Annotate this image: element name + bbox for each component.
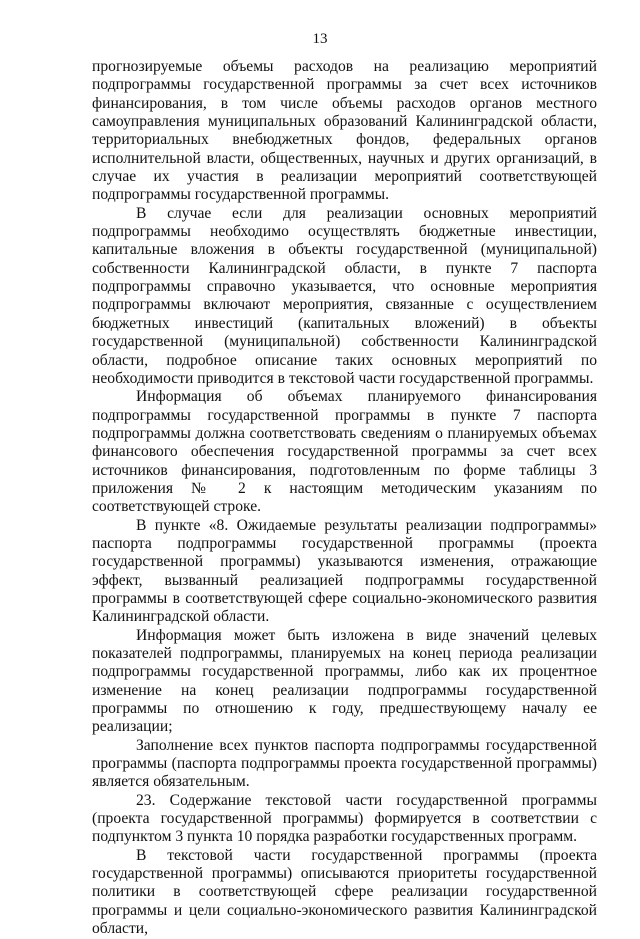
document-body — [92, 58, 597, 939]
page-number: 13 — [312, 31, 328, 47]
paragraph-capital-investments: В случае если для реализации основных мероприятий подпрограммы необходимо осуществлять бюджетные инвестиции, капитальные вложения в объекты государственной (муниципальной) собственности Калининградской области, в пункте 7 паспорта подпрограммы справочно указывается, что основные мероприятия подпрограммы включают мероприятия, связанные с осуществлением бюджетных инвестиций (капитальных вложений) в объекты государственной (муниципальной) собственности Калининградской области, подробное описание таких основных мероприятий по необходимости приводится в текстовой части государственной программы. — [92, 204, 597, 387]
paragraph-expected-results: В пункте «8. Ожидаемые результаты реализации подпрограммы» паспорта подпрограммы государственной программы (проекта государственной программы) указываются изменения, отражающие эффект, вызванный реализацией подпрограммы государственной программы в соответствующей сфере социально-экономического развития Калининградской области. — [92, 516, 597, 626]
paragraph-continuation: прогнозируемые объемы расходов на реализацию мероприятий подпрограммы государственной программы за счет всех источников финансирования, в том числе объемы расходов органов местного самоуправления муниципальных образований Калининградской области, территориальных внебюджетных фондов, федеральных органов исполнительной власти, общественных, научных и других организаций, в случае их участия в реализации мероприятий соответствующей подпрограммы государственной программы. — [92, 58, 597, 204]
paragraph-mandatory-fields: Заполнение всех пунктов паспорта подпрограммы государственной программы (паспорта подпрограммы проекта государственной программы) является обязательным. — [92, 736, 597, 791]
paragraph-financing-info: Информация об объемах планируемого финансирования подпрограммы государственной программы в пункте 7 паспорта подпрограммы должна соответствовать сведениям о планируемых объемах финансового обеспечения государственной программы за счет всех источников финансирования, подготовленным по форме таблицы 3 приложения № 2 к настоящим методическим указаниям по соответствующей строке. — [92, 388, 597, 516]
paragraph-text-part: В текстовой части государственной программы (проекта государственной программы) описываются приоритеты государственной политики в соответствующей сфере реализации государственной программы и цели социально-экономического развития Калининградской области, — [92, 846, 597, 938]
paragraph-item-23: 23. Содержание текстовой части государственной программы (проекта государственной программы) формируется в соответствии с подпунктом 3 пункта 10 порядка разработки государственных программ. — [92, 791, 597, 846]
paragraph-indicator-values: Информация может быть изложена в виде значений целевых показателей подпрограммы, планируемых на конец периода реализации подпрограммы государственной программы, либо как их процентное изменение на конец реализации подпрограммы государственной программы по отношению к году, предшествующему началу ее реализации; — [92, 626, 597, 736]
